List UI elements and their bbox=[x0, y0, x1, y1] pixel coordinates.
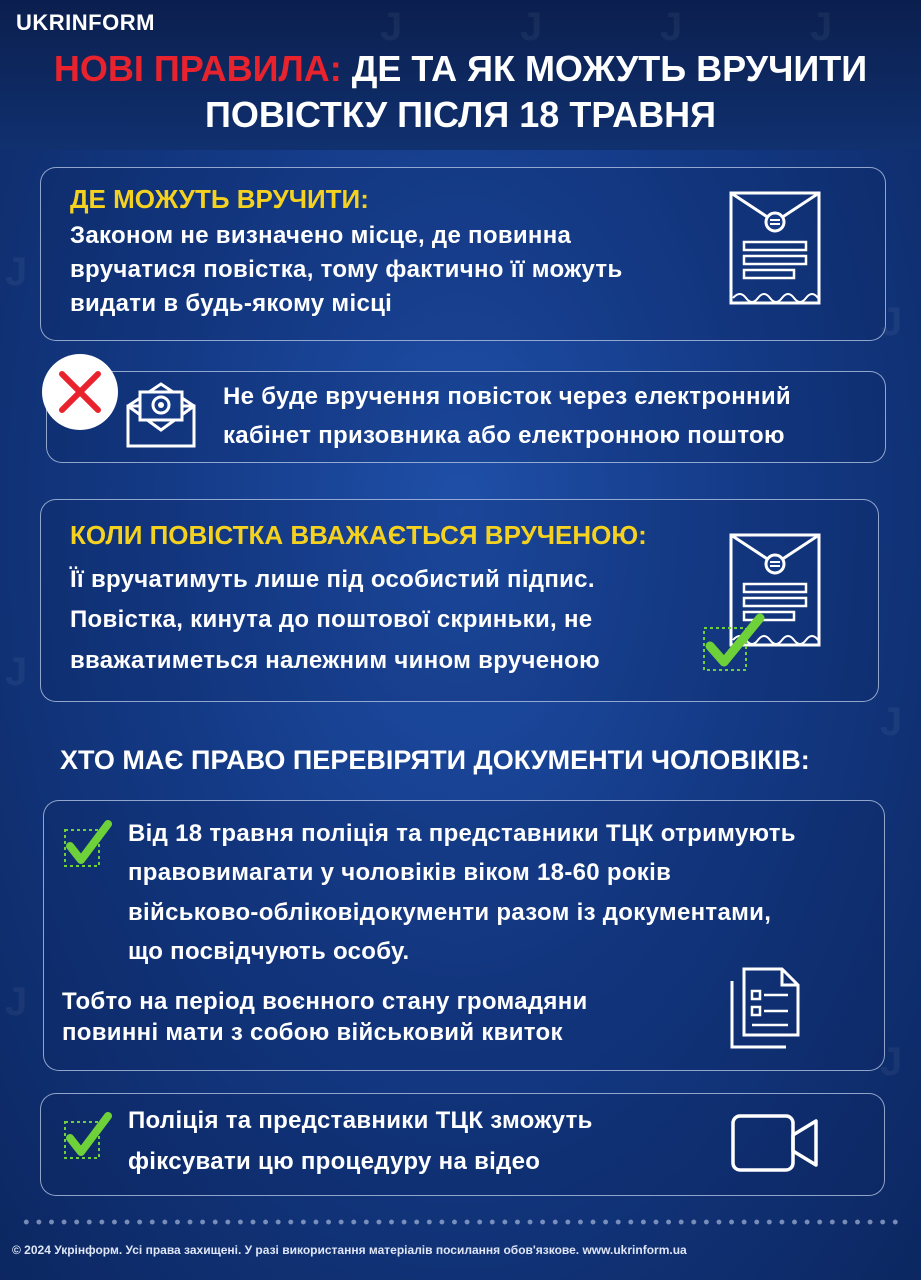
check-note-line-1: Тобто на період воєнного стану громадяни bbox=[62, 988, 588, 1015]
no-electronic-line-1: Не буде вручення повісток через електронний bbox=[223, 383, 791, 410]
where-line-3: видати в будь-якому місці bbox=[70, 290, 393, 317]
documents-icon bbox=[728, 965, 802, 1051]
dotted-divider bbox=[20, 1218, 900, 1226]
email-at-icon bbox=[124, 380, 198, 450]
where-line-1: Законом не визначено місце, де повинна bbox=[70, 222, 572, 249]
when-line-3: вважатиметься належним чином врученою bbox=[70, 647, 600, 674]
logo: UKRINFORM bbox=[16, 10, 155, 35]
section-title: ХТО МАЄ ПРАВО ПЕРЕВІРЯТИ ДОКУМЕНТИ ЧОЛОВІКІВ: bbox=[60, 745, 810, 775]
check-line-3: військово-обліковідокументи разом із документами, bbox=[128, 899, 772, 926]
check-icon bbox=[62, 818, 112, 870]
check-line-2: правовимагати у чоловіків віком 18-60 років bbox=[128, 859, 672, 886]
check-line-4: що посвідчують особу. bbox=[128, 938, 410, 965]
envelope-document-icon bbox=[728, 190, 824, 314]
title-line1: ДЕ ТА ЯК МОЖУТЬ ВРУЧИТИ bbox=[341, 48, 868, 89]
video-line-1: Поліція та представники ТЦК зможуть bbox=[128, 1107, 593, 1134]
check-icon bbox=[62, 1110, 112, 1162]
when-line-1: Її вручатимуть лише під особистий підпис. bbox=[70, 566, 595, 593]
video-line-2: фіксувати цю процедуру на відео bbox=[128, 1148, 541, 1175]
check-icon bbox=[700, 612, 766, 674]
where-line-2: вручатися повістка, тому фактично її можуть bbox=[70, 256, 623, 283]
title-line2: ПОВІСТКУ ПІСЛЯ 18 ТРАВНЯ bbox=[204, 94, 717, 135]
page-title bbox=[0, 46, 921, 138]
when-heading: КОЛИ ПОВІСТКА ВВАЖАЄТЬСЯ ВРУЧЕНОЮ: bbox=[70, 520, 647, 550]
check-note-line-2: повинні мати з собою військовий квиток bbox=[62, 1019, 563, 1046]
no-electronic-line-2: кабінет призовника або електронною поштою bbox=[223, 422, 785, 449]
where-heading: ДЕ МОЖУТЬ ВРУЧИТИ: bbox=[70, 184, 369, 214]
when-line-2: Повістка, кинута до поштової скриньки, не bbox=[70, 606, 593, 633]
video-camera-icon bbox=[730, 1113, 820, 1173]
check-line-1: Від 18 травня поліція та представники ТЦК отримують bbox=[128, 820, 796, 847]
cross-icon bbox=[58, 370, 102, 414]
footer-copyright: © 2024 Укрінформ. Усі права захищені. У разі використання матеріалів посилання обов'язкове. www.ukrinform.ua bbox=[12, 1243, 687, 1257]
title-highlight: НОВІ ПРАВИЛА: bbox=[53, 48, 342, 89]
